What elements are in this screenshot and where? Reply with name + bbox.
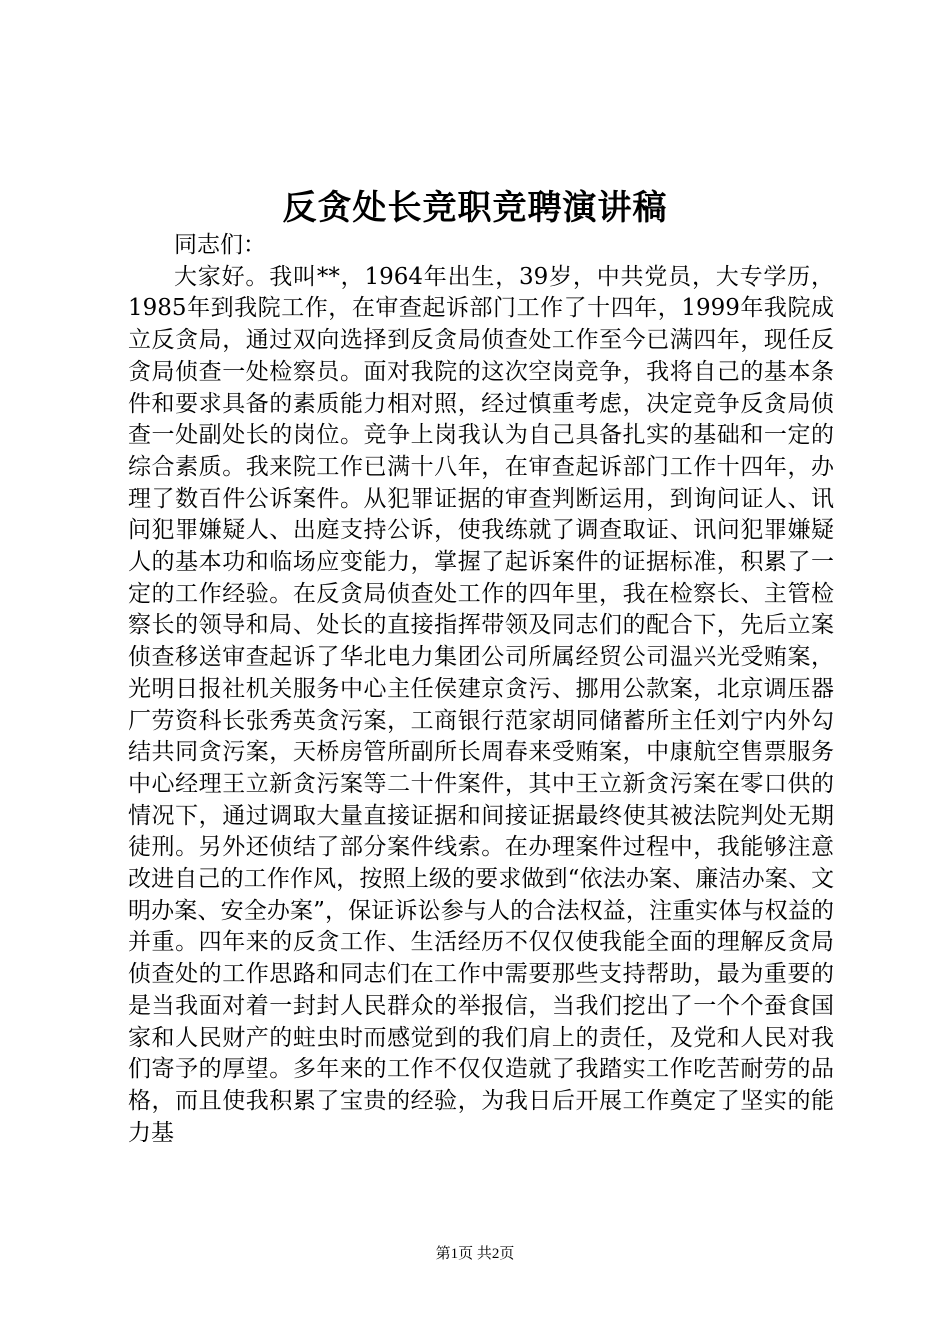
document-title: 反贪处长竞职竞聘演讲稿 [282, 188, 668, 228]
body-paragraph: 大家好。我叫**，1964年出生，39岁，中共党员，大专学历，1985年到我院工作，在审查起诉部门工作了十四年，1999年我院成立反贪局，通过双向选择到反贪局侦查处工作至今已满四年，现任反贪局侦查一处检察员。面对我院的这次空岗竞争，我将自己的基本条件和要求具备的素质能力相对照，经过慎重考虑，决定竞争反贪局侦查一处副处长的岗位。竞争上岗我认为自己具备扎实的基础和一定的综合素质。我来院工作已满十八年，在审查起诉部门工作十四年，办理了数百件公诉案件。从犯罪证据的审查判断运用，到询问证人、讯问犯罪嫌疑人、出庭支持公诉，使我练就了调查取证、讯问犯罪嫌疑人的基本功和临场应变能力，掌握了起诉案件的证据标准，积累了一定的工作经验。在反贪局侦查处工作的四年里，我在检察长、主管检察长的领导和局、处长的直接指挥带领及同志们的配合下，先后立案侦查移送审查起诉了华北电力集团公司所属经贸公司温兴光受贿案，光明日报社机关服务中心主任侯建京贪污、挪用公款案，北京调压器厂劳资科长张秀英贪污案，工商银行范家胡同储蓄所主任刘宁内外勾结共同贪污案，天桥房管所副所长周春来受贿案，中康航空售票服务中心经理王立新贪污案等二十件案件，其中王立新贪污案在零口供的情况下，通过调取大量直接证据和间接证据最终使其被法院判处无期徒刑。另外还侦结了部分案件线索。在办理案件过程中，我能够注意改进自己的工作作风，按照上级的要求做到“依法办案、廉洁办案、文明办案、安全办案”，保证诉讼参与人的合法权益，注重实体与权益的并重。四年来的反贪工作、生活经历不仅仅使我能全面的理解反贪局侦查处的工作思路和同志们在工作中需要那些支持帮助，最为重要的是当我面对着一封封人民群众的举报信，当我们挖出了一个个蚕食国家和人民财产的蛀虫时而感觉到的我们肩上的责任，及党和人民对我们寄予的厚望。多年来的工作不仅仅造就了我踏实工作吃苦耐劳的品格，而且使我积累了宝贵的经验，为我日后开展工作奠定了坚实的能力基 [128, 263, 834, 1146]
salutation: 同志们： [174, 232, 266, 258]
document-body [128, 230, 834, 1149]
page-number: 第1页 共2页 [435, 1246, 515, 1262]
